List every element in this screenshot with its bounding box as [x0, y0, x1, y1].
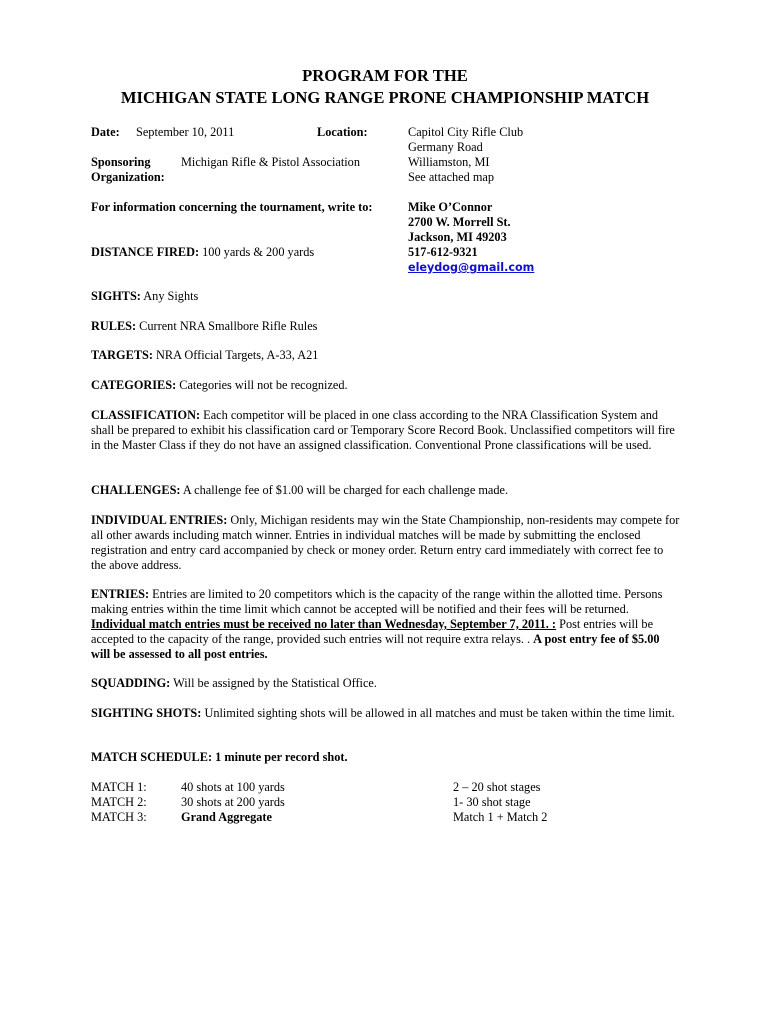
squadding-line: SQUADDING: Will be assigned by the Statistical Office. [91, 676, 377, 690]
contact-street: 2700 W. Morrell St. [408, 215, 511, 229]
match-desc: 40 shots at 100 yards [181, 780, 285, 794]
match-name: MATCH 2: [91, 795, 147, 809]
contact-email-link[interactable]: eleydog@gmail.com [408, 261, 535, 274]
match-desc: 30 shots at 200 yards [181, 795, 285, 809]
sponsor-label: Sponsoring [91, 155, 151, 169]
sights-line: SIGHTS: Any Sights [91, 289, 199, 303]
sponsor-value: Michigan Rifle & Pistol Association [181, 155, 360, 169]
match-stages: 1- 30 shot stage [453, 795, 531, 809]
match-stages: Match 1 + Match 2 [453, 810, 548, 824]
challenges-line: CHALLENGES: A challenge fee of $1.00 will be charged for each challenge made. [91, 483, 509, 497]
targets-line: TARGETS: NRA Official Targets, A-33, A21 [91, 348, 319, 362]
match-desc: Grand Aggregate [181, 810, 272, 824]
entries-paragraph: ENTRIES: Entries are limited to 20 competitors which is the capacity of the range within the allotted time. Persons making entries within the time limit which cannot be accepted will be notified and their fees will be returned. Individual match entries must be received no later than Wednesday, September 7, 2011. : Post entries will be accepted to the capacity of the range, provided such entries will not require extra relays. . A post entry fee of $5.00 will be assessed to all post entries. [91, 587, 663, 661]
sponsor-label: Organization: [91, 170, 165, 184]
contact-name: Mike O’Connor [408, 200, 493, 214]
location-line: Germany Road [408, 140, 483, 154]
location-line: See attached map [408, 170, 495, 184]
match-stages: 2 – 20 shot stages [453, 780, 541, 794]
categories-line: CATEGORIES: Categories will not be recognized. [91, 378, 348, 392]
contact-phone: 517-612-9321 [408, 245, 478, 259]
date-label: Date: [91, 125, 120, 139]
location-line: Capitol City Rifle Club [408, 125, 524, 139]
individual-entries-paragraph: INDIVIDUAL ENTRIES: Only, Michigan residents may win the State Championship, non-residents may compete for all other awards including match winner. Entries in individual matches will be made by submitting the enclosed registration and entry card accompanied by check or money order. Return entry card immediately with correct fee to the above address. [91, 513, 680, 572]
classification-paragraph: CLASSIFICATION: Each competitor will be placed in one class according to the NRA Classification System and shall be prepared to exhibit his classification card or Temporary Score Record Book. Unclassified competitors will fire in the Master Class if they do not have an assigned classification. Conventional Prone classifications will be used. [91, 408, 675, 452]
match-name: MATCH 3: [91, 810, 147, 824]
date-value: September 10, 2011 [136, 125, 235, 139]
contact-city: Jackson, MI 49203 [408, 230, 507, 244]
location-label: Location: [317, 125, 368, 139]
location-line: Williamston, MI [408, 155, 490, 169]
distance-line: DISTANCE FIRED: 100 yards & 200 yards [91, 245, 315, 259]
sighting-shots-paragraph: SIGHTING SHOTS: Unlimited sighting shots will be allowed in all matches and must be taken within the time limit. [91, 706, 675, 720]
schedule-heading: MATCH SCHEDULE: 1 minute per record shot. [91, 750, 348, 764]
rules-line: RULES: Current NRA Smallbore Rifle Rules [91, 319, 318, 333]
match-name: MATCH 1: [91, 780, 147, 794]
title-line-1: PROGRAM FOR THE [302, 66, 468, 85]
info-label: For information concerning the tournament, write to: [91, 200, 373, 214]
title-line-2: MICHIGAN STATE LONG RANGE PRONE CHAMPIONSHIP MATCH [120, 88, 650, 107]
